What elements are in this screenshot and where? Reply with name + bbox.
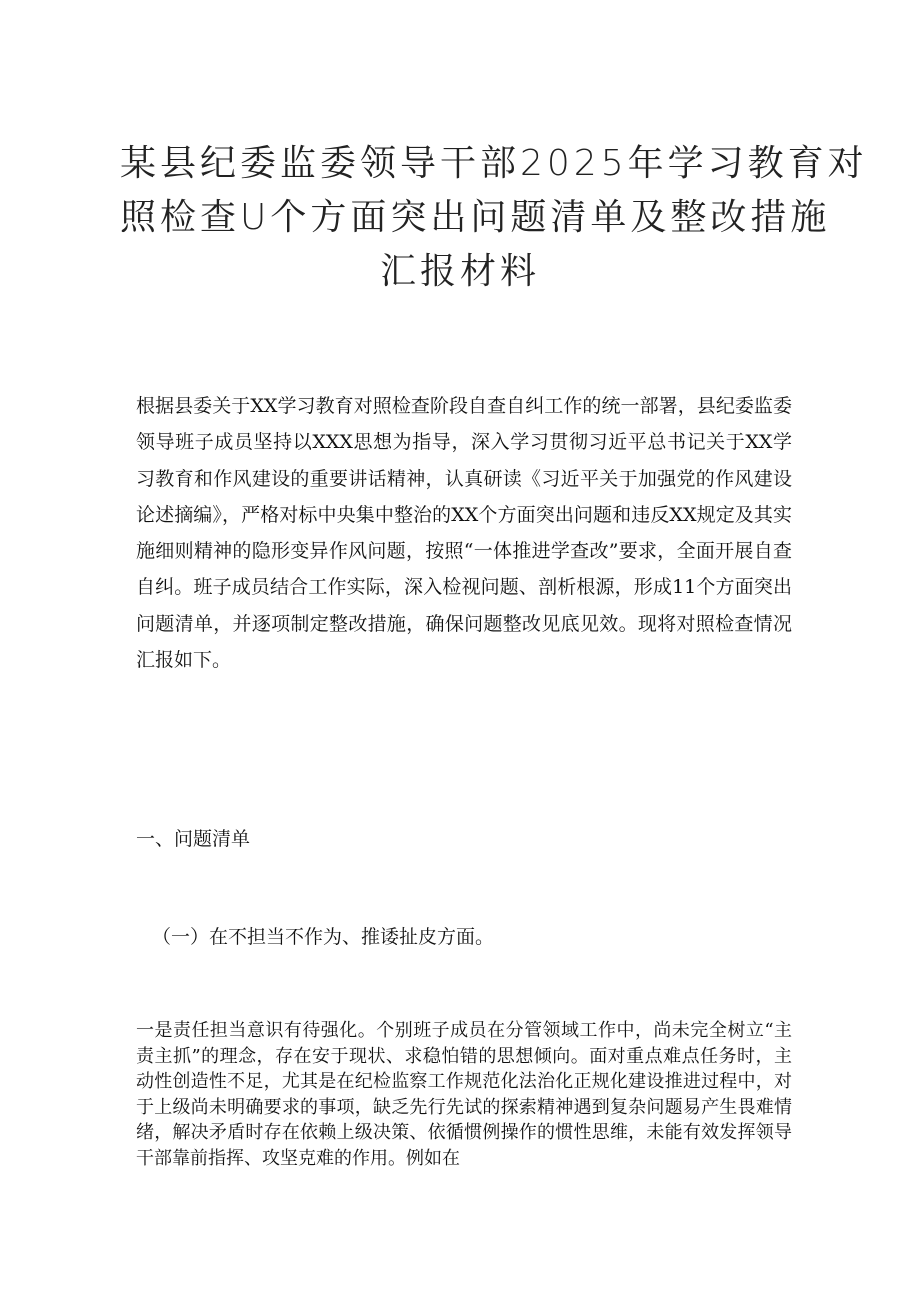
body-paragraph: 一是责任担当意识有待强化。个别班子成员在分管领域工作中，尚未完全树立“主责主抓”的理念，存在安于现状、求稳怕错的思想倾向。面对重点难点任务时，主动性创造性不足，尤其是在纪检监察工作规范化法治化正规化建设推进过程中，对于上级尚未明确要求的事项，缺乏先行先试的探索精神遇到复杂问题易产生畏难情绪，解决矛盾时存在依赖上级决策、依循惯例操作的惯性思维，未能有效发挥领导干部靠前指挥、攻坚克难的作用。例如在 — [136, 1020, 792, 1169]
intro-paragraph: 根据县委关于XX学习教育对照检查阶段自查自纠工作的统一部署，县纪委监委领导班子成员坚持以XXX思想为指导，深入学习贯彻习近平总书记关于XX学习教育和作风建设的重要讲话精神，认真研读《习近平关于加强党的作风建设论述摘编》，严格对标中央集中整治的XX个方面突出问题和违反XX规定及其实施细则精神的隐形变异作风问题，按照“一体推进学查改”要求，全面开展自查自纠。班子成员结合工作实际，深入检视问题、剖析根源，形成11个方面突出问题清单，并逐项制定整改措施，确保问题整改见底见效。现将对照检查情况汇报如下。 — [136, 395, 792, 672]
title-line-3: 汇报材料 — [379, 251, 540, 292]
title-line-2: 照检查U个方面突出问题清单及整改措施 — [120, 197, 831, 238]
subsection-heading: （一）在不担当不作为、推诿扯皮方面。 — [152, 926, 495, 948]
title-line-1: 某县纪委监委领导干部2025年学习教育对 — [120, 143, 868, 184]
section-heading: 一、问题清单 — [136, 828, 251, 850]
